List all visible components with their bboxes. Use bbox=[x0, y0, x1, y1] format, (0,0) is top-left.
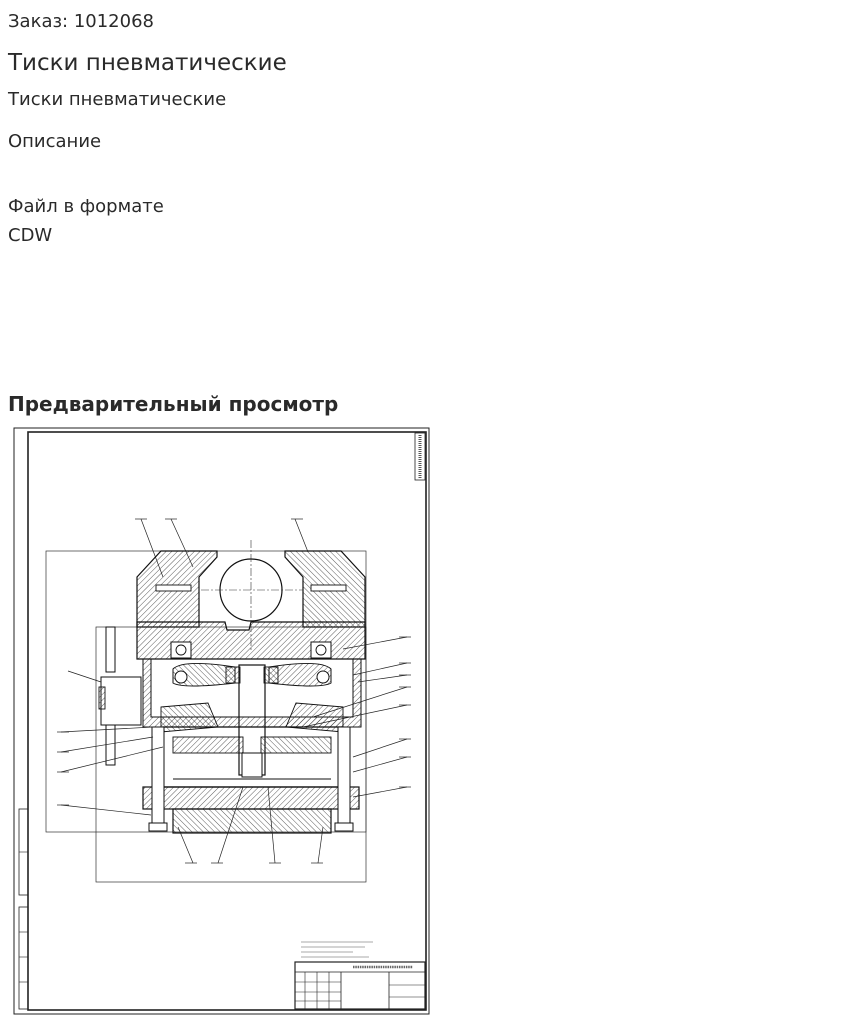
description-heading: Описание bbox=[8, 131, 102, 152]
preview-heading: Предварительный просмотр bbox=[8, 392, 339, 416]
file-format-note: Файл в формате CDW bbox=[8, 196, 164, 246]
order-number: Заказ: 1012068 bbox=[8, 11, 154, 32]
drawing-svg bbox=[13, 427, 430, 1015]
product-subtitle: Тиски пневматические bbox=[8, 89, 227, 110]
base-plate bbox=[143, 787, 359, 809]
preview-image[interactable] bbox=[13, 427, 430, 1015]
page-title: Тиски пневматические bbox=[8, 50, 287, 76]
